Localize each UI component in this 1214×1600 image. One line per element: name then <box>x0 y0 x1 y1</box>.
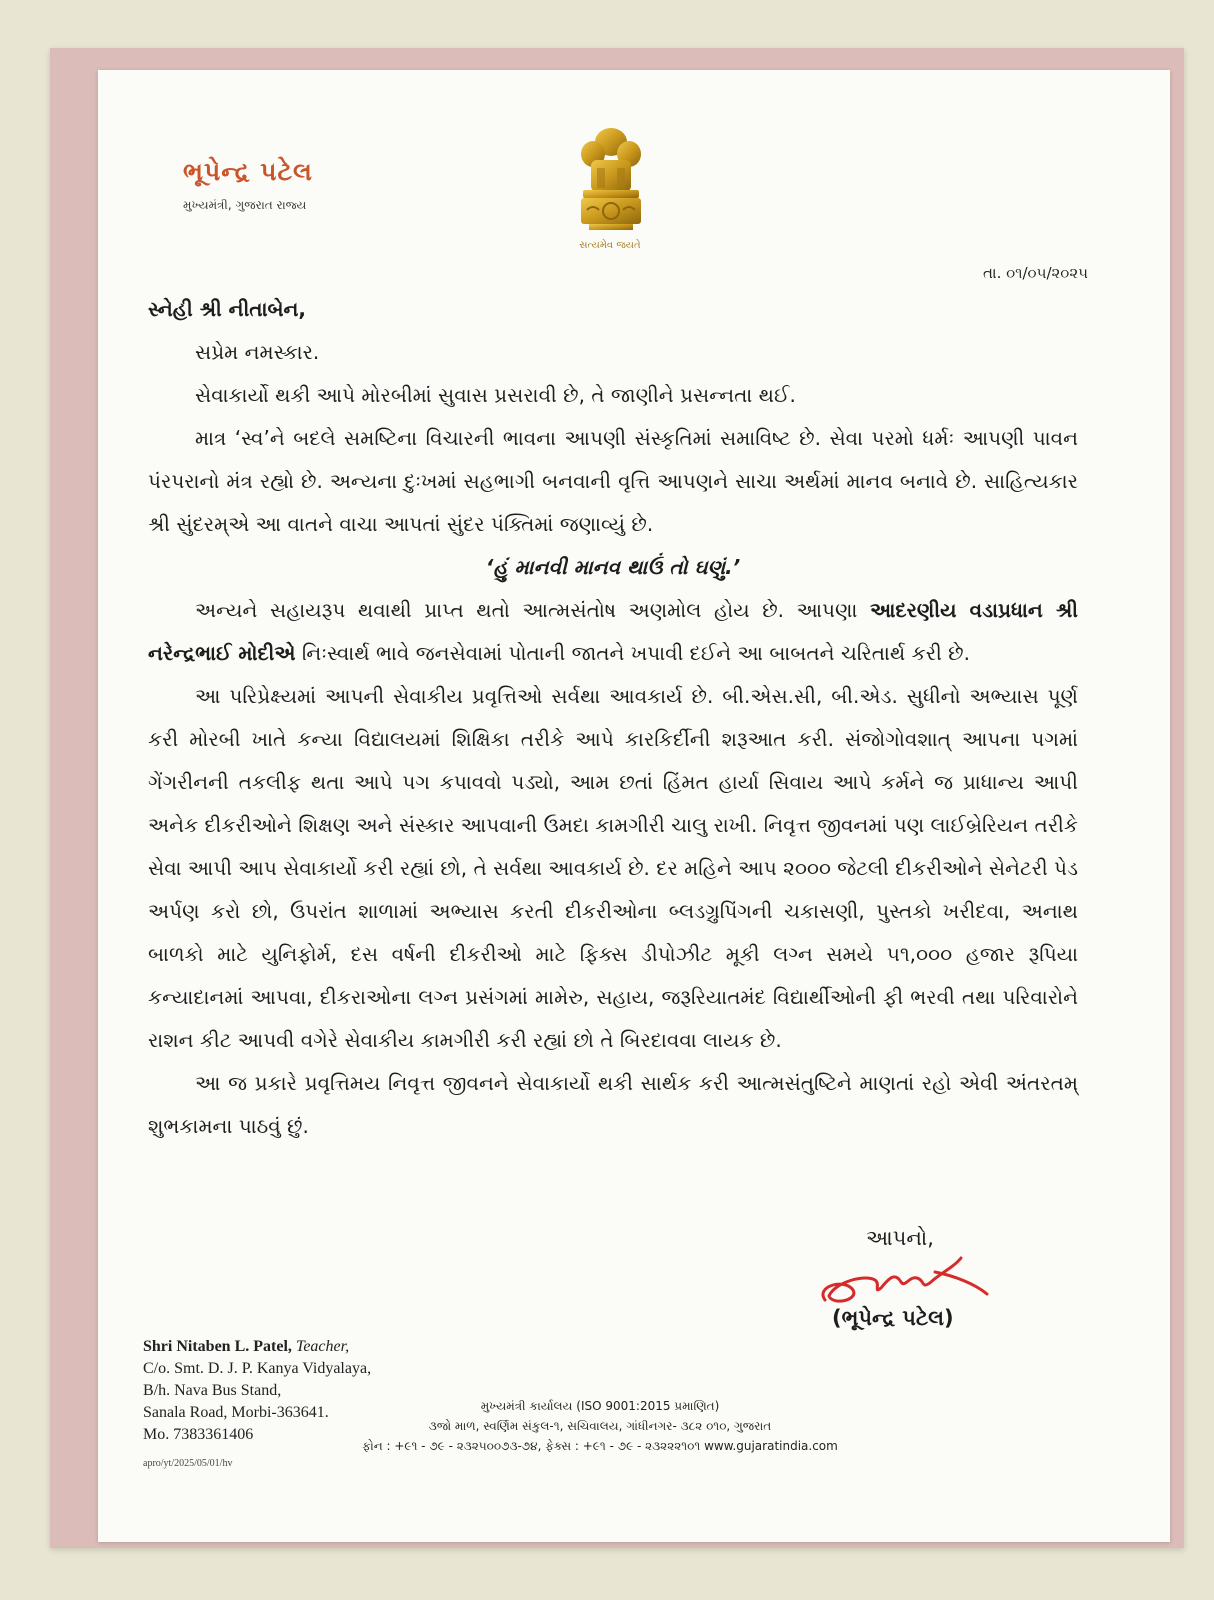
quote-line: ‘હું માનવી માનવ થાઉં તો ઘણું.’ <box>485 555 741 579</box>
recipient-role: Teacher, <box>295 1338 350 1355</box>
office-footer-line-2: ૩જો માળ, સ્વર્ણિમ સંકુલ-૧, સચિવાલય, ગાંધીનગર- ૩૮૨ ૦૧૦, ગુજરાત <box>428 1419 772 1433</box>
paragraph-4: આ પરિપ્રેક્ષ્યમાં આપની સેવાકીય પ્રવૃત્તિઓ સર્વથા આવકાર્ય છે. બી.એસ.સી, બી.એડ. સુધીનો અભ્યાસ પૂર્ણ કરી મોરબી ખાતે કન્યા વિદ્યાલયમાં શિક્ષિકા તરીકે આપે કારકિર્દીની શરૂઆત કરી. સંજોગોવશાત્ આપના પગમાં ગેંગરીનની તકલીફ થતા આપે પગ કપાવવો પડ્યો, આમ છતાં હિંમત હાર્યા સિવાય આપે કર્મને જ પ્રાધાન્ય આપી અનેક દીકરીઓને શિક્ષણ અને સંસ્કાર આપવાની ઉમદા કામગીરી ચાલુ રાખી. નિવૃત્ત જીવનમાં પણ લાઈબ્રેરિયન તરીકે સેવા આપી આપ સેવાકાર્યો કરી રહ્યાં છો, તે સર્વથા આવકાર્ય છે. દર મહિને આપ ૨૦૦૦ જેટલી દીકરીઓને સેનેટરી પેડ અર્પણ કરો છો, ઉપરાંત શાળામાં અભ્યાસ કરતી દીકરીઓના બ્લડગ્રુપિંગની ચકાસણી, પુસ્તકો ખરીદવા, અનાથ બાળકો માટે યુનિફોર્મ, દસ વર્ષની દીકરીઓ માટે ફિક્સ ડીપોઝીટ મૂકી લગ્ન સમયે ૫૧,૦૦૦ હજાર રૂપિયા કન્યાદાનમાં આપવા, દીકરાઓના લગ્ન પ્રસંગમાં મામેરુ, સહાય, જરૂરિયાતમંદ વિદ્યાર્થીઓની ફી ભરવી તથા પરિવારોને રાશન કીટ આપવી વગેરે સેવાકીય કામગીરી કરી રહ્યાં છો તે બિરદાવવા લાયક છે. <box>148 684 1078 1052</box>
letterhead-designation: મુખ્યમંત્રી, ગુજરાત રાજ્ય <box>183 198 307 212</box>
paragraph-3 <box>148 589 1078 675</box>
recipient-line-2: C/o. Smt. D. J. P. Kanya Vidyalaya, <box>143 1360 372 1377</box>
letter-date: તા. ૦૧/૦૫/૨૦૨૫ <box>982 264 1088 282</box>
paragraph-5: આ જ પ્રકારે પ્રવૃત્તિમય નિવૃત્ત જીવનને સેવાકાર્યો થકી સાર્થક કરી આત્મસંતુષ્ટિને માણતાં રહો એવી અંતરતમ્ શુભકામના પાઠવું છું. <box>148 1071 1078 1138</box>
emblem-motto: સત્યમેવ જયતે <box>579 240 641 251</box>
recipient-name: Shri Nitaben L. Patel, <box>143 1338 292 1355</box>
paragraph-3-start: અન્યને સહાયરૂપ થવાથી પ્રાપ્ત થતો આત્મસંતોષ અણમોલ હોય છે. આપણા <box>195 598 870 622</box>
recipient-line-3: B/h. Nava Bus Stand, <box>143 1382 282 1399</box>
closing-yours: આપનો, <box>866 1226 934 1250</box>
recipient-line-4: Sanala Road, Morbi-363641. <box>143 1404 329 1421</box>
paragraph-2: માત્ર ‘સ્વ’ને બદલે સમષ્ટિના વિચારની ભાવના આપણી સંસ્કૃતિમાં સમાવિષ્ટ છે. સેવા પરમો ધર્મઃ આપણી પાવન પંરપરાનો મંત્ર રહ્યો છે. અન્યના દુઃખમાં સહભાગી બનવાની વૃત્તિ આપણને સાચા અર્થમાં માનવ બનાવે છે. સાહિત્યકાર શ્રી સુંદરમ્‌એ આ વાતને વાચા આપતાં સુંદર પંક્તિમાં જણાવ્યું છે. <box>148 426 1078 536</box>
paragraph-3-bold: આદરણીય વડાપ્રધાન શ્રી નરેન્દ્રભાઈ મોદીએ <box>148 598 1078 665</box>
office-footer <box>330 1396 870 1456</box>
office-footer-line-1: મુખ્યમંત્રી કાર્યાલય (ISO 9001:2015 પ્રમાણિત) <box>480 1399 720 1413</box>
paragraph-3-end: નિઃસ્વાર્થ ભાવે જનસેવામાં પોતાની જાતને ખપાવી દઈને આ બાબતને ચરિતાર્થ કરી છે. <box>295 641 970 665</box>
recipient-name-line <box>143 1336 443 1358</box>
signer-name: (ભૂપેન્દ્ર પટેલ) <box>832 1306 954 1330</box>
national-emblem-icon <box>573 124 649 254</box>
paragraph-1: સેવાકાર્યો થકી આપે મોરબીમાં સુવાસ પ્રસરાવી છે, તે જાણીને પ્રસન્નતા થઈ. <box>195 383 796 407</box>
greeting: સપ્રેમ નમસ્કાર. <box>195 340 320 364</box>
office-footer-line-3: ફોન : +૯૧ - ૭૯ - ૨૩૨૫૦૦૭૩-૭૪, ફેક્સ : +૯૧ - ૭૯ - ૨૩૨૨૨૧૦૧ www.gujaratindia.com <box>362 1439 838 1453</box>
letterhead-name: ભૂપેન્દ્ર પટેલ <box>183 157 313 186</box>
letter-body <box>148 288 1078 1148</box>
recipient-line-5: Mo. 7383361406 <box>143 1426 254 1443</box>
reference-number: apro/yt/2025/05/01/hv <box>143 1458 233 1469</box>
salutation: સ્નેહી શ્રી નીતાબેન, <box>148 297 307 321</box>
